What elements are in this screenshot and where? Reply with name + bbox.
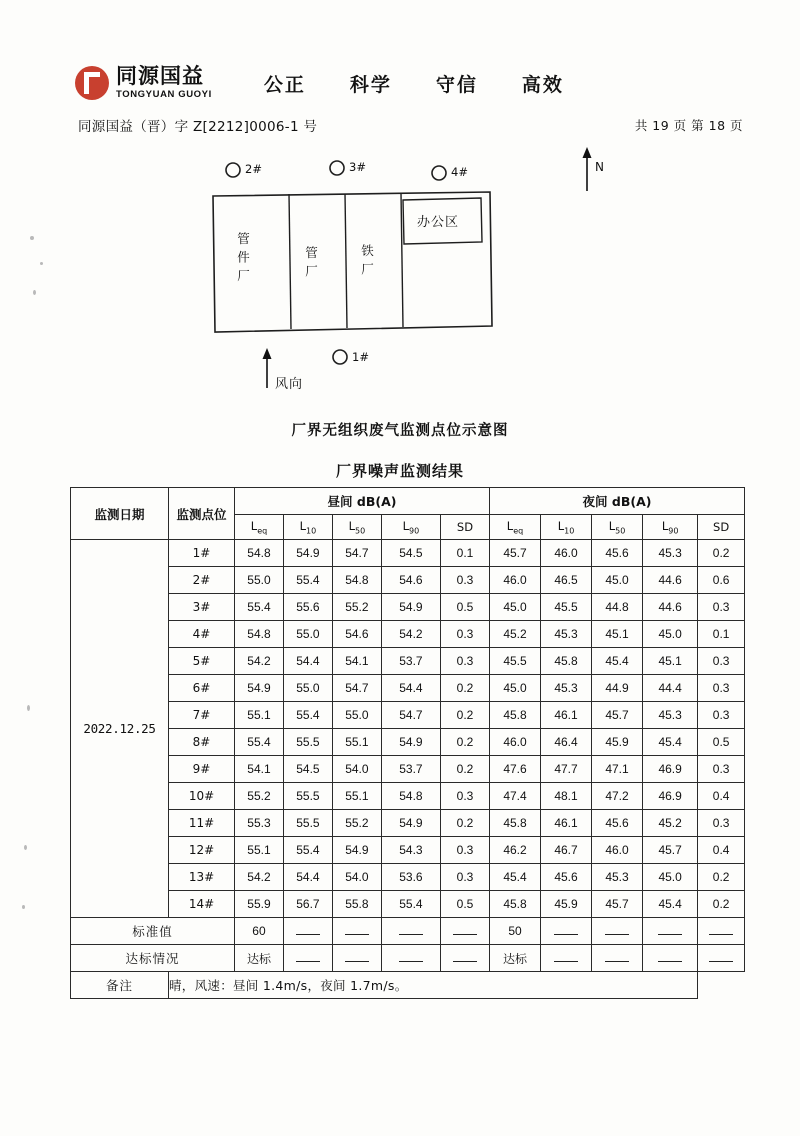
dash-mark <box>658 928 682 935</box>
cell-day-Leq: 54.2 <box>235 648 284 675</box>
cell-night-L10: 46.4 <box>541 729 592 756</box>
cell-night-Leq: 46.2 <box>490 837 541 864</box>
cell-day-L90: 54.7 <box>381 702 440 729</box>
cell-night-L50: 45.1 <box>592 621 643 648</box>
cell-day-Leq: 54.1 <box>235 756 284 783</box>
page-indicator: 共 19 页 第 18 页 <box>634 118 743 133</box>
cell-night-SD: 0.1 <box>698 621 745 648</box>
dash-mark <box>296 955 320 962</box>
cell-night-Leq: 45.2 <box>490 621 541 648</box>
standard-dash <box>332 918 381 945</box>
cell-day-SD: 0.2 <box>441 675 490 702</box>
cell-night-Leq: 45.0 <box>490 675 541 702</box>
cell-day-L10: 55.5 <box>283 729 332 756</box>
standard-dash <box>283 918 332 945</box>
cell-night-L90: 44.6 <box>643 567 698 594</box>
cell-day-L10: 55.4 <box>283 837 332 864</box>
cell-point: 1# <box>169 540 235 567</box>
cell-night-L50: 47.1 <box>592 756 643 783</box>
slogan-group <box>264 70 564 97</box>
cell-night-L90: 45.4 <box>643 891 698 918</box>
dash-mark <box>658 955 682 962</box>
cell-day-L10: 54.4 <box>283 648 332 675</box>
table-title: 厂界噪声监测结果 <box>335 462 464 480</box>
noise-results-table-wrap <box>70 487 745 999</box>
cell-day-L90: 54.2 <box>381 621 440 648</box>
standard-dash <box>381 918 440 945</box>
table-row <box>71 594 745 621</box>
standard-day-value: 60 <box>235 918 284 945</box>
standard-label: 标准值 <box>71 918 235 945</box>
cell-night-Leq: 45.7 <box>490 540 541 567</box>
cell-night-L90: 45.7 <box>643 837 698 864</box>
scan-speck <box>24 845 27 850</box>
header-day: 昼间 dB(A) <box>235 488 490 515</box>
standard-dash <box>441 918 490 945</box>
dash-mark <box>399 955 423 962</box>
cell-day-SD: 0.5 <box>441 891 490 918</box>
cell-night-L90: 45.3 <box>643 702 698 729</box>
cell-point: 13# <box>169 864 235 891</box>
compliance-label: 达标情况 <box>71 945 235 972</box>
svg-text:办公区: 办公区 <box>417 215 460 230</box>
cell-night-L10: 45.5 <box>541 594 592 621</box>
cell-day-L10: 54.9 <box>283 540 332 567</box>
header-night-l10: $L_{10}$ <box>541 515 592 540</box>
cell-day-Leq: 55.2 <box>235 783 284 810</box>
cell-night-Leq: 47.4 <box>490 783 541 810</box>
document-number: 同源国益（晋）字 Z[2212]0006-1 号 <box>78 119 318 135</box>
cell-day-L10: 55.6 <box>283 594 332 621</box>
cell-night-Leq: 45.0 <box>490 594 541 621</box>
document-header <box>75 58 725 108</box>
cell-night-L90: 45.3 <box>643 540 698 567</box>
cell-day-L50: 55.8 <box>332 891 381 918</box>
cell-day-Leq: 55.1 <box>235 702 284 729</box>
cell-day-SD: 0.2 <box>441 729 490 756</box>
cell-day-Leq: 55.0 <box>235 567 284 594</box>
cell-night-L10: 45.3 <box>541 675 592 702</box>
cell-night-Leq: 46.0 <box>490 729 541 756</box>
cell-night-SD: 0.5 <box>698 729 745 756</box>
header-night-l50: $L_{50}$ <box>592 515 643 540</box>
remark-value: 晴，风速：昼间 1.4m/s，夜间 1.7m/s。 <box>169 972 698 999</box>
cell-day-L50: 54.9 <box>332 837 381 864</box>
dash-mark <box>453 928 477 935</box>
cell-day-L10: 54.4 <box>283 864 332 891</box>
cell-day-L10: 55.0 <box>283 675 332 702</box>
cell-point: 2# <box>169 567 235 594</box>
cell-day-L10: 56.7 <box>283 891 332 918</box>
cell-day-L50: 54.8 <box>332 567 381 594</box>
cell-night-Leq: 45.5 <box>490 648 541 675</box>
table-row <box>71 675 745 702</box>
cell-point: 4# <box>169 621 235 648</box>
slogan-word-3: 守信 <box>435 73 478 96</box>
cell-day-L10: 54.5 <box>283 756 332 783</box>
scan-speck <box>33 290 36 295</box>
compliance-row <box>71 945 745 972</box>
cell-night-SD: 0.2 <box>698 540 745 567</box>
header-day-sd: SD <box>441 515 490 540</box>
standard-night-value: 50 <box>490 918 541 945</box>
cell-night-L90: 45.2 <box>643 810 698 837</box>
cell-night-L10: 45.3 <box>541 621 592 648</box>
cell-day-SD: 0.2 <box>441 756 490 783</box>
compliance-day-value: 达标 <box>235 945 284 972</box>
cell-day-Leq: 54.8 <box>235 621 284 648</box>
table-row <box>71 648 745 675</box>
svg-text:2#: 2# <box>245 162 262 176</box>
cell-day-SD: 0.3 <box>441 567 490 594</box>
company-logo <box>75 66 212 100</box>
cell-night-Leq: 45.8 <box>490 810 541 837</box>
compliance-dash <box>643 945 698 972</box>
cell-day-L50: 54.0 <box>332 864 381 891</box>
cell-night-SD: 0.3 <box>698 675 745 702</box>
standard-dash <box>698 918 745 945</box>
cell-day-L90: 55.4 <box>381 891 440 918</box>
svg-text:1#: 1# <box>352 350 369 364</box>
cell-point: 9# <box>169 756 235 783</box>
cell-day-SD: 0.3 <box>441 783 490 810</box>
cell-day-L90: 53.7 <box>381 648 440 675</box>
cell-night-L50: 44.8 <box>592 594 643 621</box>
remark-row <box>71 972 745 999</box>
cell-point: 3# <box>169 594 235 621</box>
cell-day-L90: 54.9 <box>381 594 440 621</box>
cell-day-L10: 55.4 <box>283 702 332 729</box>
cell-point: 10# <box>169 783 235 810</box>
cell-night-L90: 45.0 <box>643 621 698 648</box>
table-row <box>71 810 745 837</box>
cell-day-L90: 53.7 <box>381 756 440 783</box>
header-night-sd: SD <box>698 515 745 540</box>
dash-mark <box>605 928 629 935</box>
table-row <box>71 621 745 648</box>
cell-day-L90: 54.6 <box>381 567 440 594</box>
cell-night-L90: 45.1 <box>643 648 698 675</box>
cell-day-Leq: 54.8 <box>235 540 284 567</box>
cell-night-Leq: 45.8 <box>490 702 541 729</box>
cell-night-L50: 46.0 <box>592 837 643 864</box>
cell-night-L10: 45.8 <box>541 648 592 675</box>
svg-text:风向: 风向 <box>275 377 304 392</box>
dash-mark <box>709 955 733 962</box>
cell-day-L50: 55.1 <box>332 783 381 810</box>
slogan-word-1: 公正 <box>263 73 306 96</box>
table-row <box>71 891 745 918</box>
slogan-word-4: 高效 <box>521 73 564 96</box>
header-night-l90: $L_{90}$ <box>643 515 698 540</box>
standard-dash <box>541 918 592 945</box>
cell-night-L50: 47.2 <box>592 783 643 810</box>
svg-text:管件厂: 管件厂 <box>235 232 251 288</box>
dash-mark <box>345 928 369 935</box>
svg-text:铁厂: 铁厂 <box>359 244 375 281</box>
cell-night-L50: 45.9 <box>592 729 643 756</box>
dash-mark <box>453 955 477 962</box>
compliance-dash <box>698 945 745 972</box>
table-row <box>71 729 745 756</box>
dash-mark <box>345 955 369 962</box>
table-row <box>71 702 745 729</box>
cell-day-Leq: 55.9 <box>235 891 284 918</box>
standard-dash <box>592 918 643 945</box>
cell-day-L50: 55.0 <box>332 702 381 729</box>
cell-night-L10: 46.1 <box>541 702 592 729</box>
cell-night-L10: 46.5 <box>541 567 592 594</box>
cell-day-L50: 55.2 <box>332 594 381 621</box>
cell-day-SD: 0.5 <box>441 594 490 621</box>
cell-night-L90: 46.9 <box>643 756 698 783</box>
standard-row <box>71 918 745 945</box>
cell-day-Leq: 54.9 <box>235 675 284 702</box>
cell-night-L90: 45.4 <box>643 729 698 756</box>
table-row <box>71 540 745 567</box>
cell-night-L50: 45.6 <box>592 810 643 837</box>
cell-day-L90: 53.6 <box>381 864 440 891</box>
dash-mark <box>399 928 423 935</box>
cell-night-L10: 46.1 <box>541 810 592 837</box>
svg-text:管厂: 管厂 <box>303 246 319 283</box>
cell-night-SD: 0.4 <box>698 783 745 810</box>
cell-night-SD: 0.6 <box>698 567 745 594</box>
compliance-dash <box>283 945 332 972</box>
cell-night-L50: 45.7 <box>592 702 643 729</box>
cell-day-L50: 54.6 <box>332 621 381 648</box>
dash-mark <box>296 928 320 935</box>
header-day-l90: $L_{90}$ <box>381 515 440 540</box>
cell-night-L10: 46.7 <box>541 837 592 864</box>
compliance-night-value: 达标 <box>490 945 541 972</box>
cell-day-Leq: 55.1 <box>235 837 284 864</box>
compliance-dash <box>592 945 643 972</box>
scan-speck <box>40 262 43 265</box>
cell-day-Leq: 55.4 <box>235 729 284 756</box>
cell-night-L50: 45.7 <box>592 891 643 918</box>
cell-night-L10: 47.7 <box>541 756 592 783</box>
cell-night-L10: 46.0 <box>541 540 592 567</box>
cell-day-Leq: 55.4 <box>235 594 284 621</box>
cell-day-SD: 0.3 <box>441 837 490 864</box>
cell-day-L90: 54.3 <box>381 837 440 864</box>
cell-day-SD: 0.3 <box>441 648 490 675</box>
svg-text:N: N <box>595 160 604 174</box>
cell-day-L10: 55.5 <box>283 783 332 810</box>
cell-day-Leq: 55.3 <box>235 810 284 837</box>
header-night-leq: $L_{eq}$ <box>490 515 541 540</box>
cell-day-SD: 0.2 <box>441 702 490 729</box>
logo-text <box>116 66 212 100</box>
cell-night-L50: 44.9 <box>592 675 643 702</box>
cell-day-L50: 55.1 <box>332 729 381 756</box>
cell-night-SD: 0.3 <box>698 594 745 621</box>
compliance-dash <box>441 945 490 972</box>
cell-night-SD: 0.3 <box>698 702 745 729</box>
cell-date: 2022.12.25 <box>71 540 169 918</box>
header-date: 监测日期 <box>71 488 169 540</box>
cell-day-L50: 54.0 <box>332 756 381 783</box>
logo-name-cn: 同源国益 <box>116 64 204 89</box>
header-day-l50: $L_{50}$ <box>332 515 381 540</box>
site-layout-diagram <box>185 148 625 403</box>
cell-night-Leq: 45.8 <box>490 891 541 918</box>
cell-day-L90: 54.8 <box>381 783 440 810</box>
dash-mark <box>554 928 578 935</box>
svg-text:3#: 3# <box>349 160 366 174</box>
cell-night-SD: 0.2 <box>698 864 745 891</box>
cell-point: 6# <box>169 675 235 702</box>
cell-night-SD: 0.3 <box>698 756 745 783</box>
dash-mark <box>554 955 578 962</box>
cell-night-SD: 0.3 <box>698 810 745 837</box>
cell-day-L50: 54.7 <box>332 540 381 567</box>
cell-night-L90: 45.0 <box>643 864 698 891</box>
table-row <box>71 756 745 783</box>
cell-night-L50: 45.6 <box>592 540 643 567</box>
cell-night-SD: 0.4 <box>698 837 745 864</box>
cell-day-L10: 55.0 <box>283 621 332 648</box>
cell-day-SD: 0.3 <box>441 621 490 648</box>
cell-night-L10: 48.1 <box>541 783 592 810</box>
cell-day-SD: 0.2 <box>441 810 490 837</box>
cell-day-SD: 0.1 <box>441 540 490 567</box>
diagram-caption: 厂界无组织废气监测点位示意图 <box>291 423 509 439</box>
scan-speck <box>30 236 34 240</box>
cell-night-Leq: 47.6 <box>490 756 541 783</box>
logo-mark-icon <box>75 66 109 100</box>
cell-point: 7# <box>169 702 235 729</box>
table-row <box>71 837 745 864</box>
cell-night-L50: 45.4 <box>592 648 643 675</box>
table-row <box>71 567 745 594</box>
cell-night-L90: 44.6 <box>643 594 698 621</box>
cell-night-L10: 45.6 <box>541 864 592 891</box>
table-row <box>71 783 745 810</box>
scan-speck <box>22 905 25 909</box>
cell-night-L50: 45.0 <box>592 567 643 594</box>
cell-night-L90: 44.4 <box>643 675 698 702</box>
cell-point: 5# <box>169 648 235 675</box>
cell-night-SD: 0.3 <box>698 648 745 675</box>
cell-night-Leq: 45.4 <box>490 864 541 891</box>
noise-results-table <box>70 487 745 999</box>
cell-day-L90: 54.9 <box>381 810 440 837</box>
table-header-row-1 <box>71 488 745 515</box>
cell-day-L50: 54.7 <box>332 675 381 702</box>
cell-day-Leq: 54.2 <box>235 864 284 891</box>
table-body <box>71 540 745 999</box>
cell-point: 12# <box>169 837 235 864</box>
cell-day-L10: 55.5 <box>283 810 332 837</box>
header-point: 监测点位 <box>169 488 235 540</box>
cell-day-L90: 54.5 <box>381 540 440 567</box>
cell-day-SD: 0.3 <box>441 864 490 891</box>
cell-day-L50: 54.1 <box>332 648 381 675</box>
cell-night-L50: 45.3 <box>592 864 643 891</box>
cell-day-L50: 55.2 <box>332 810 381 837</box>
logo-name-en: TONGYUAN GUOYI <box>116 89 212 101</box>
header-day-l10: $L_{10}$ <box>283 515 332 540</box>
cell-day-L90: 54.9 <box>381 729 440 756</box>
compliance-dash <box>332 945 381 972</box>
cell-point: 8# <box>169 729 235 756</box>
table-row <box>71 864 745 891</box>
remark-label: 备注 <box>71 972 169 999</box>
cell-day-L90: 54.4 <box>381 675 440 702</box>
cell-night-Leq: 46.0 <box>490 567 541 594</box>
cell-night-SD: 0.2 <box>698 891 745 918</box>
cell-point: 11# <box>169 810 235 837</box>
cell-night-L90: 46.9 <box>643 783 698 810</box>
standard-dash <box>643 918 698 945</box>
dash-mark <box>709 928 733 935</box>
svg-text:4#: 4# <box>451 165 468 179</box>
dash-mark <box>605 955 629 962</box>
header-night: 夜间 dB(A) <box>490 488 745 515</box>
header-day-leq: $L_{eq}$ <box>235 515 284 540</box>
cell-night-L10: 45.9 <box>541 891 592 918</box>
cell-day-L10: 55.4 <box>283 567 332 594</box>
compliance-dash <box>541 945 592 972</box>
compliance-dash <box>381 945 440 972</box>
cell-point: 14# <box>169 891 235 918</box>
scan-speck <box>27 705 30 711</box>
slogan-word-2: 科学 <box>349 73 392 96</box>
